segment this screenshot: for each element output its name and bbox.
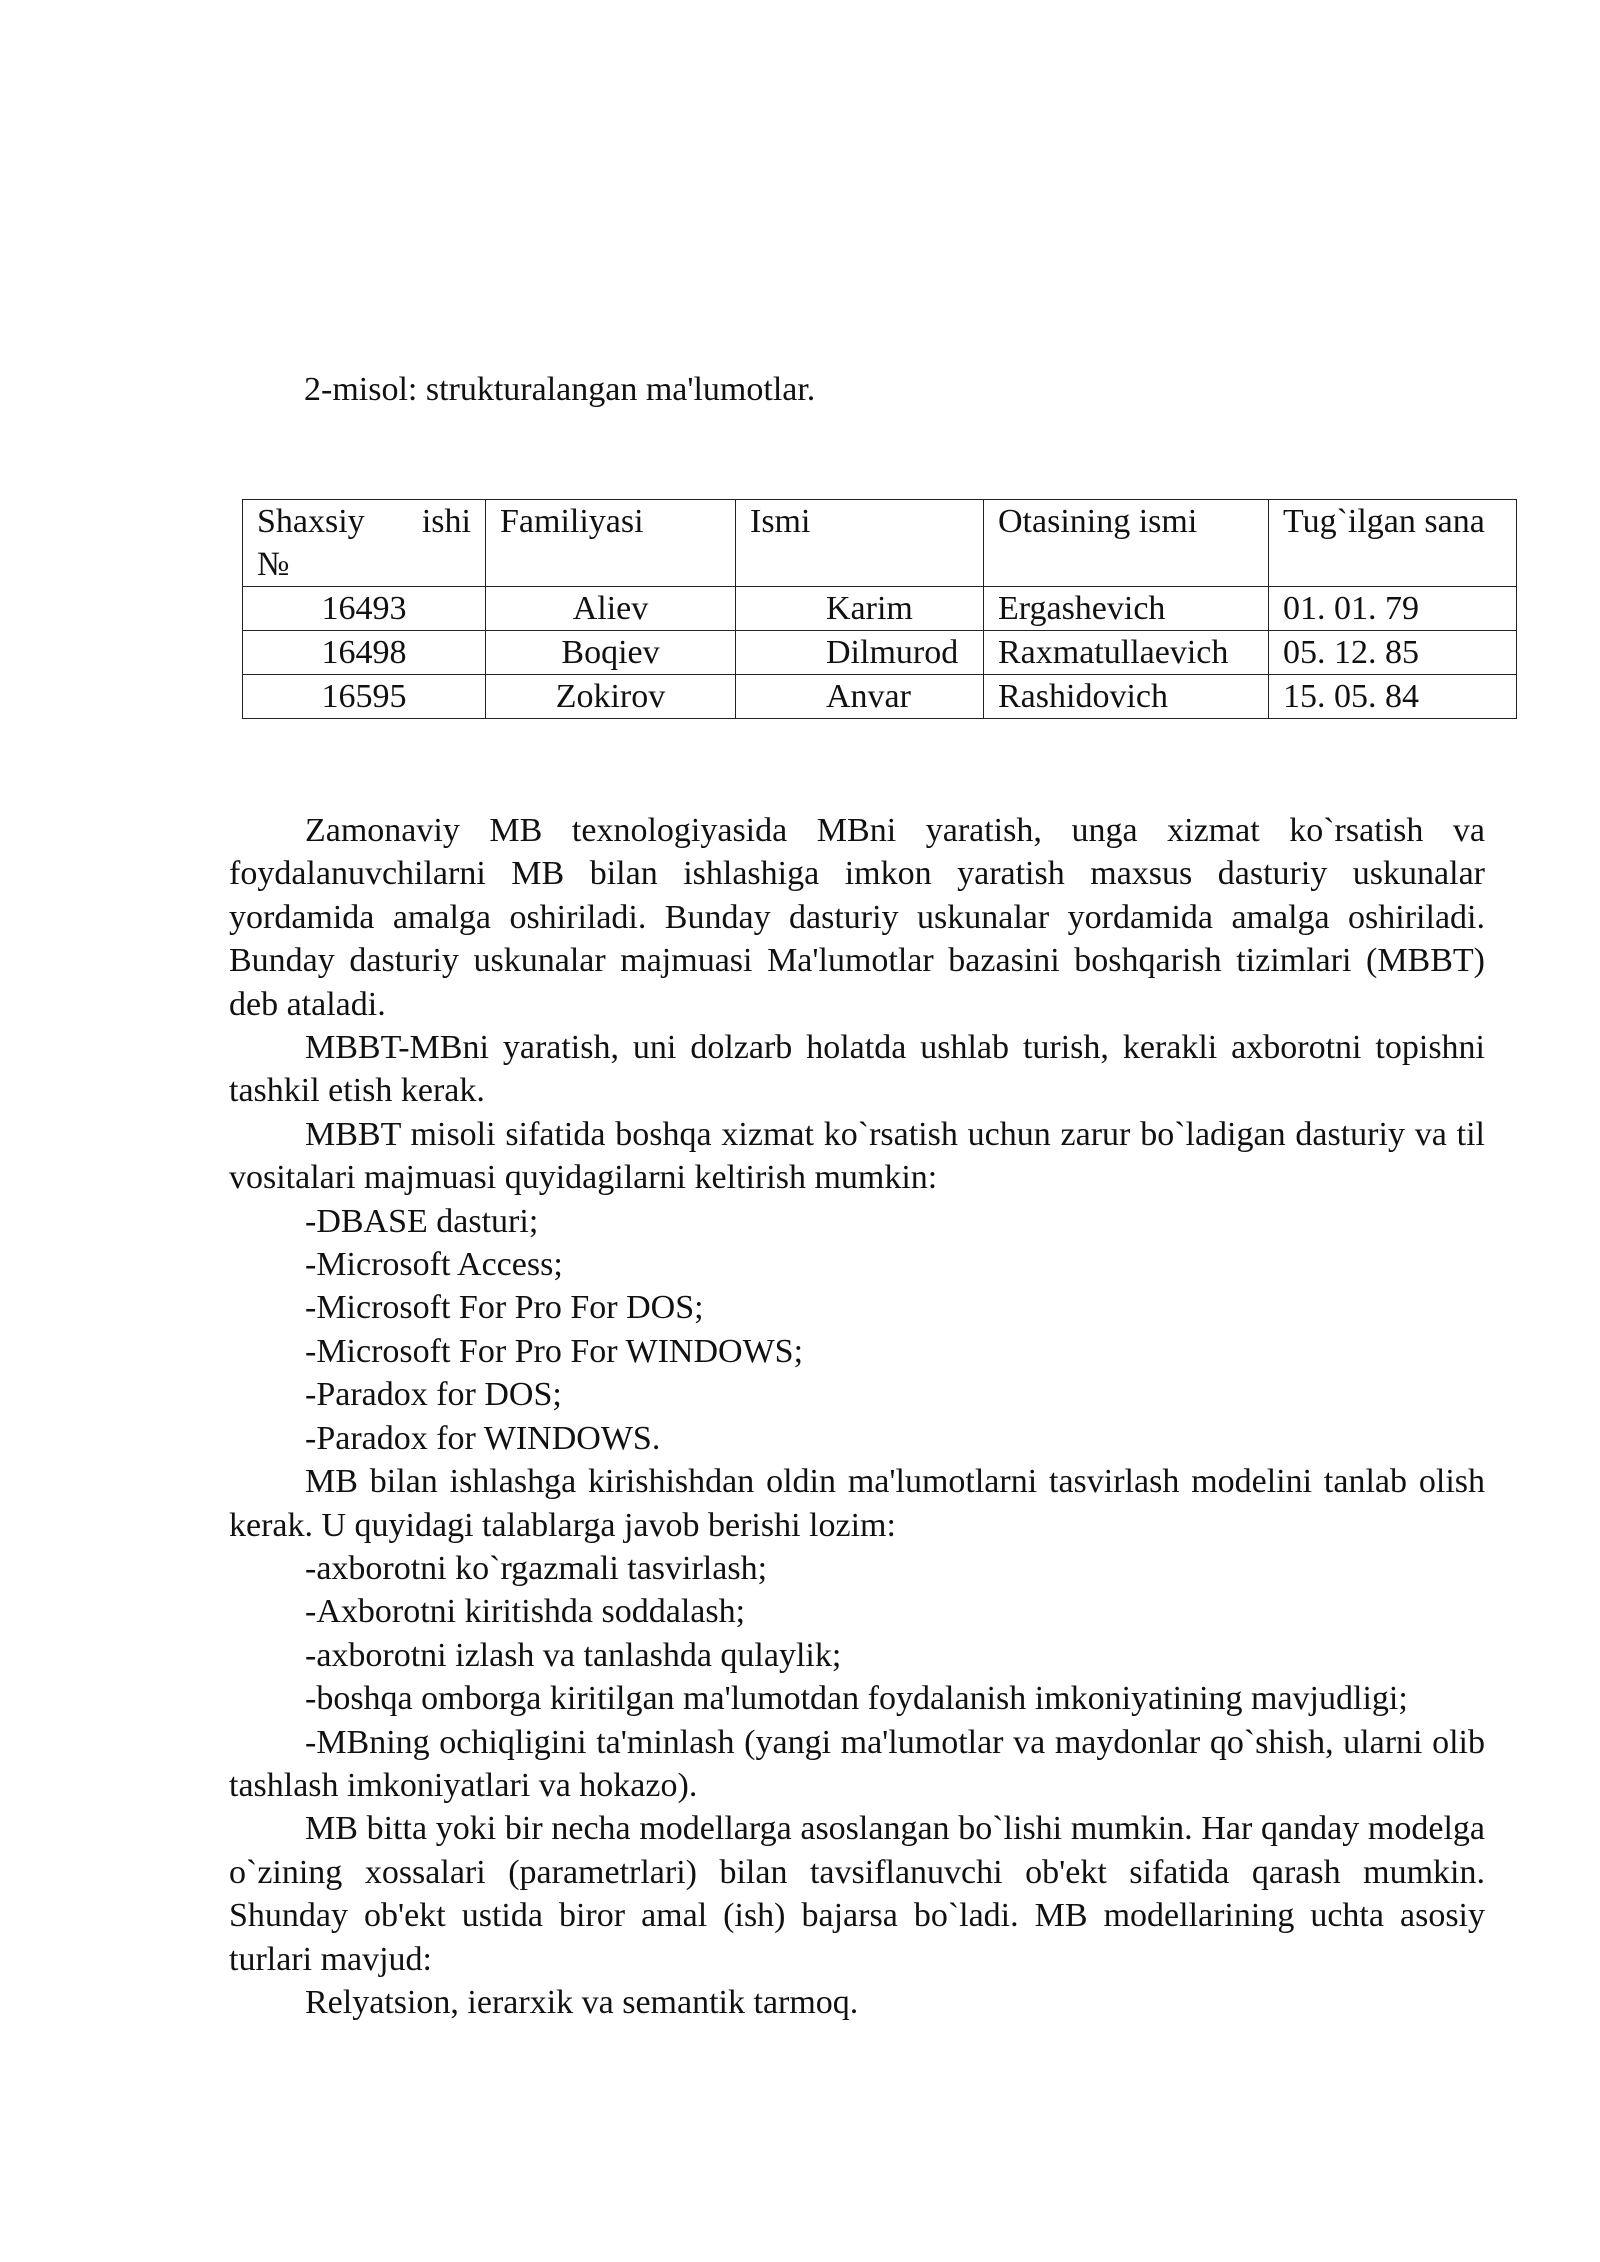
cell-file-no: 16595 xyxy=(243,675,486,719)
cell-surname: Zokirov xyxy=(486,675,736,719)
header-cell-name: Ismi xyxy=(736,500,984,587)
paragraph-models: MB bitta yoki bir necha modellarga asoslangan bo`lishi mumkin. Har qanday modelga o`zining xossalari (parametrlari) bilan tavsiflanuvchi ob'ekt sifatida qarash mumkin. Shunday ob'ekt ustida biror amal (ish) bajarsa bo`ladi. MB modellarining uchta asosiy turlari mavjud: xyxy=(229,1810,1485,1978)
list-item: -Microsoft For Pro For WINDOWS; xyxy=(305,1332,804,1370)
list-item: -Axborotni kiritishda soddalash; xyxy=(305,1593,746,1631)
cell-surname: Boqiev xyxy=(486,631,736,675)
cell-patronymic: Rashidovich xyxy=(984,675,1269,719)
cell-name: Dilmurod xyxy=(736,631,984,675)
cell-birth-date: 01. 01. 79 xyxy=(1269,587,1517,631)
paragraph-mbbt-examples: MBBT misoli sifatida boshqa xizmat ko`rsatish uchun zarur bo`ladigan dasturiy va til vositalari majmuasi quyidagilarni keltirish mumkin: xyxy=(229,1115,1485,1197)
table-row xyxy=(243,587,1517,631)
cell-patronymic: Raxmatullaevich xyxy=(984,631,1269,675)
cell-surname: Aliev xyxy=(486,587,736,631)
table-row xyxy=(243,631,1517,675)
list-item: -boshqa omborga kiritilgan ma'lumotdan foydalanish imkoniyatining mavjudligi; xyxy=(305,1680,1408,1718)
list-item: -Paradox for DOS; xyxy=(305,1376,562,1414)
header-cell-patronymic: Otasining ismi xyxy=(984,500,1269,587)
table-header-row xyxy=(243,500,1517,587)
header-personal-file-line2: № xyxy=(257,546,290,583)
paragraph-model-types: Relyatsion, ierarxik va semantik tarmoq. xyxy=(305,1983,859,2021)
cell-file-no: 16493 xyxy=(243,587,486,631)
cell-file-no: 16498 xyxy=(243,631,486,675)
list-item: -MBning ochiqligini ta'minlash (yangi ma'lumotlar va maydonlar qo`shish, ularni olib tashlash imkoniyatlari va hokazo). xyxy=(229,1723,1485,1804)
table-row xyxy=(243,675,1517,719)
cell-name: Anvar xyxy=(736,675,984,719)
list-item: -axborotni izlash va tanlashda qulaylik; xyxy=(305,1636,842,1674)
list-item: -Microsoft Access; xyxy=(305,1246,563,1284)
cell-birth-date: 15. 05. 84 xyxy=(1269,675,1517,719)
paragraph-intro: Zamonaviy MB texnologiyasida MBni yaratish, unga xizmat ko`rsatish va foydalanuvchilarni MB bilan ishlashiga imkon yaratish maxsus dasturiy uskunalar yordamida amalga oshiriladi. Bunday dasturiy uskunalar yordamida amalga oshiriladi. Bunday dasturiy uskunalar majmuasi Ma'lumotlar bazasini boshqarish tizimlari (MBBT) deb ataladi. xyxy=(229,812,1485,1023)
example-heading: 2-misol: strukturalangan ma'lumotlar. xyxy=(304,371,816,408)
header-cell-surname: Familiyasi xyxy=(486,500,736,587)
header-personal-file-line1: Shaxsiy ishi xyxy=(257,503,471,540)
paragraph-model-choice: MB bilan ishlashga kirishishdan oldin ma'lumotlarni tasvirlash modelini tanlab olish kerak. U quyidagi talablarga javob berishi lozim: xyxy=(229,1463,1485,1544)
cell-patronymic: Ergashevich xyxy=(984,587,1269,631)
list-item: -Microsoft For Pro For DOS; xyxy=(305,1289,704,1327)
list-item: -DBASE dasturi; xyxy=(305,1202,539,1240)
paragraph-mbbt-definition: MBBT-MBni yaratish, uni dolzarb holatda ushlab turish, kerakli axborotni topishni tashkil etish kerak. xyxy=(229,1029,1485,1110)
list-item: -Paradox for WINDOWS. xyxy=(305,1419,661,1457)
header-cell-personal-file-no xyxy=(243,500,486,587)
cell-birth-date: 05. 12. 85 xyxy=(1269,631,1517,675)
body-text xyxy=(229,809,1485,2024)
header-cell-birth-date: Tug`ilgan sana xyxy=(1269,500,1517,587)
list-item: -axborotni ko`rgazmali tasvirlash; xyxy=(305,1549,768,1587)
cell-name: Karim xyxy=(736,587,984,631)
personnel-table xyxy=(242,499,1517,719)
